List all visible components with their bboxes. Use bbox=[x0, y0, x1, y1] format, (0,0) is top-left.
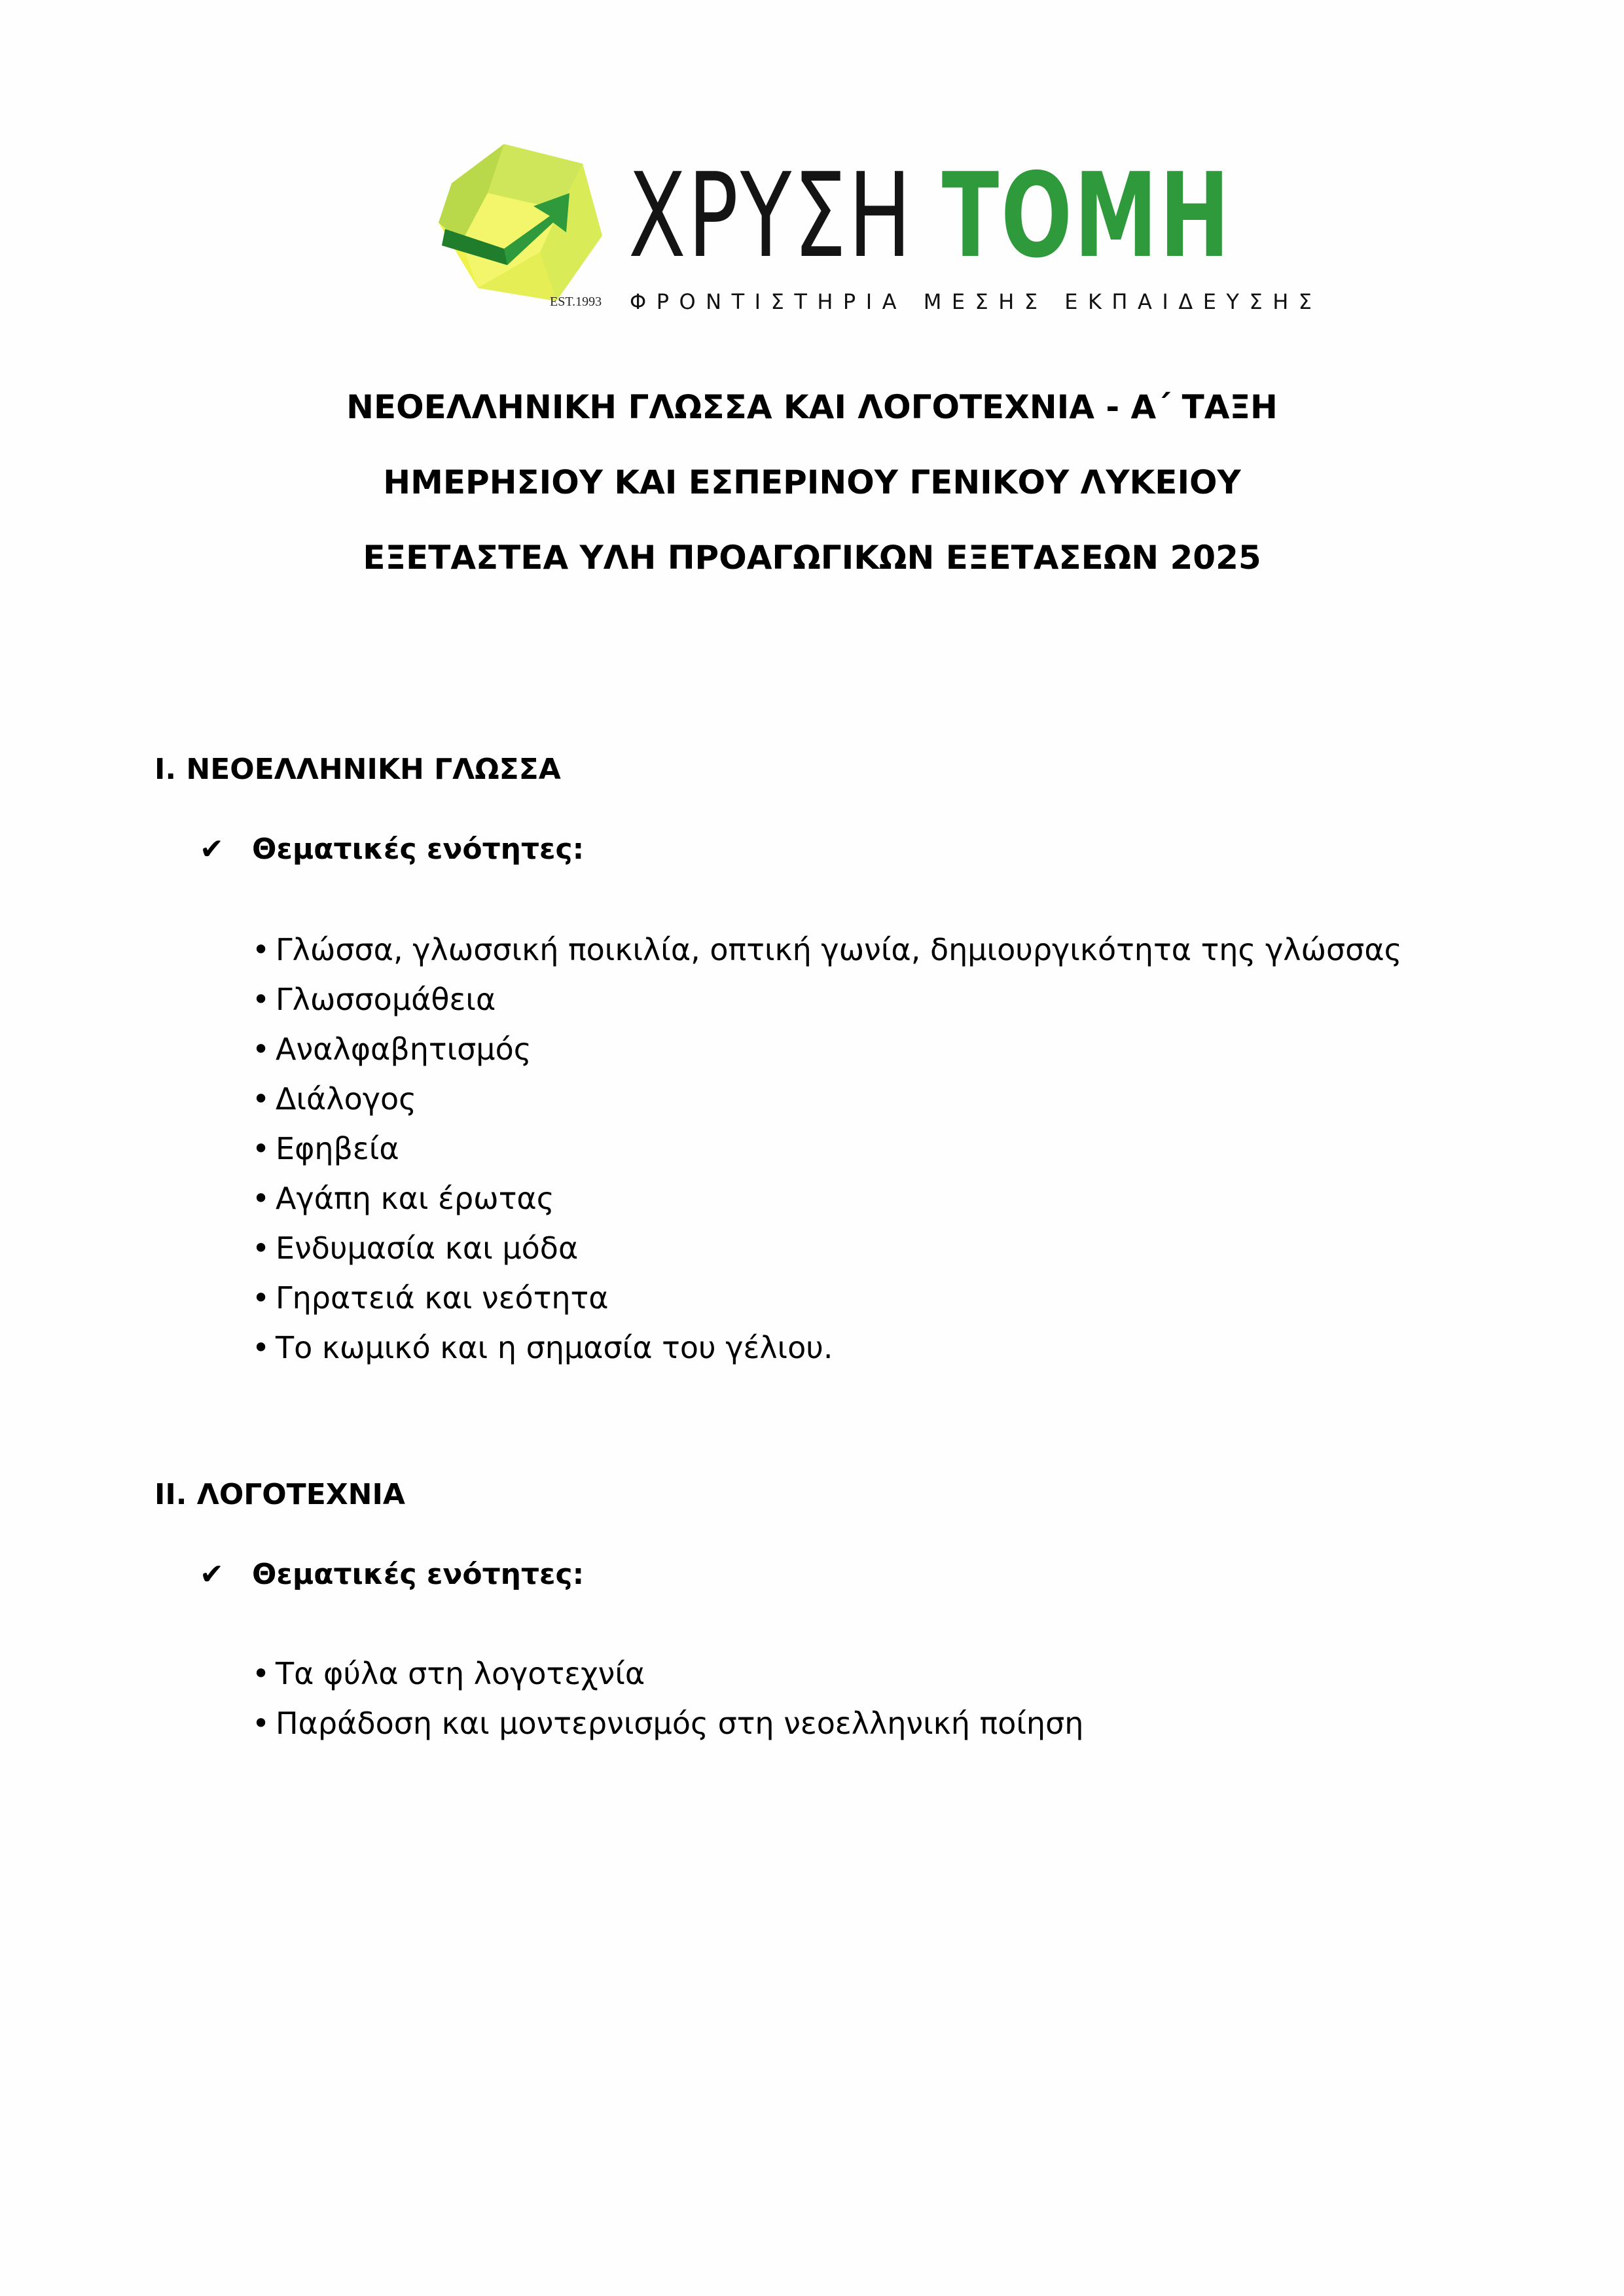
list-item bbox=[252, 1074, 1402, 1124]
brand-logo bbox=[425, 137, 1322, 321]
list-item-text: Αγάπη και έρωτας bbox=[276, 1181, 554, 1216]
list-item bbox=[252, 1273, 1402, 1323]
section-heading-language: I. ΝΕΟΕΛΛΗΝΙΚΗ ΓΛΩΣΣΑ bbox=[154, 753, 561, 786]
topic-list-literature bbox=[252, 1649, 1083, 1748]
list-item bbox=[252, 1698, 1083, 1748]
list-item-text: Γλωσσομάθεια bbox=[276, 982, 496, 1017]
checkmark-icon: ✔ bbox=[200, 1558, 224, 1591]
bullet-icon: • bbox=[252, 1230, 270, 1266]
list-item bbox=[252, 1174, 1402, 1223]
list-item-text: Γλώσσα, γλωσσική ποικιλία, οπτική γωνία, δημιουργικότητα της γλώσσας bbox=[276, 932, 1402, 967]
bullet-icon: • bbox=[252, 1656, 270, 1691]
bullet-icon: • bbox=[252, 1131, 270, 1166]
logo-subtitle: ΦΡΟΝΤΙΣΤΗΡΙΑ ΜΕΣΗΣ ΕΚΠΑΙΔΕΥΣΗΣ bbox=[630, 289, 1322, 314]
list-item bbox=[252, 975, 1402, 1024]
bullet-icon: • bbox=[252, 1031, 270, 1067]
bullet-icon: • bbox=[252, 1081, 270, 1117]
subheading-label: Θεματικές ενότητες: bbox=[252, 833, 585, 866]
bullet-icon: • bbox=[252, 1706, 270, 1741]
list-item bbox=[252, 1649, 1083, 1698]
list-item bbox=[252, 1223, 1402, 1273]
bullet-icon: • bbox=[252, 932, 270, 967]
section-subheading-literature bbox=[200, 1556, 584, 1593]
logo-established: EST.1993 bbox=[550, 295, 602, 309]
document-title-line-2: ΗΜΕΡΗΣΙΟΥ ΚΑΙ ΕΣΠΕΡΙΝΟΥ ΓΕΝΙΚΟΥ ΛΥΚΕΙΟΥ bbox=[383, 463, 1241, 501]
section-subheading-language bbox=[200, 831, 584, 868]
list-item-text: Εφηβεία bbox=[276, 1131, 399, 1166]
section-heading-literature: II. ΛΟΓΟΤΕΧΝΙΑ bbox=[154, 1478, 405, 1511]
bullet-icon: • bbox=[252, 1181, 270, 1216]
document-title-line-1: ΝΕΟΕΛΛΗΝΙΚΗ ΓΛΩΣΣΑ ΚΑΙ ΛΟΓΟΤΕΧΝΙΑ - Α΄ ΤΑΞΗ bbox=[346, 388, 1278, 426]
list-item bbox=[252, 925, 1402, 975]
bullet-icon: • bbox=[252, 982, 270, 1017]
list-item-text: Παράδοση και μοντερνισμός στη νεοελληνική ποίηση bbox=[276, 1706, 1084, 1741]
checkmark-icon: ✔ bbox=[200, 833, 224, 866]
bullet-icon: • bbox=[252, 1280, 270, 1316]
list-item-text: Αναλφαβητισμός bbox=[276, 1031, 532, 1067]
document-title-line-3: ΕΞΕΤΑΣΤΕΑ ΥΛΗ ΠΡΟΑΓΩΓΙΚΩΝ ΕΞΕΤΑΣΕΩΝ 2025 bbox=[363, 539, 1261, 577]
green-arrow-cube-icon bbox=[425, 137, 615, 314]
list-item-text: Τα φύλα στη λογοτεχνία bbox=[276, 1656, 645, 1691]
list-item bbox=[252, 1024, 1402, 1074]
list-item-text: Γηρατειά και νεότητα bbox=[276, 1280, 609, 1316]
logo-name bbox=[628, 148, 1232, 283]
logo-name-part2: ΤΟΜΗ bbox=[941, 148, 1232, 283]
list-item bbox=[252, 1323, 1402, 1372]
list-item bbox=[252, 1124, 1402, 1174]
bullet-icon: • bbox=[252, 1330, 270, 1365]
list-item-text: Διάλογος bbox=[276, 1081, 417, 1117]
subheading-label: Θεματικές ενότητες: bbox=[252, 1558, 585, 1591]
topic-list-language bbox=[252, 925, 1402, 1372]
list-item-text: Ενδυμασία και μόδα bbox=[276, 1230, 579, 1266]
logo-name-part1: ΧΡΥΣΗ bbox=[628, 148, 914, 283]
list-item-text: Το κωμικό και η σημασία του γέλιου. bbox=[276, 1330, 833, 1365]
